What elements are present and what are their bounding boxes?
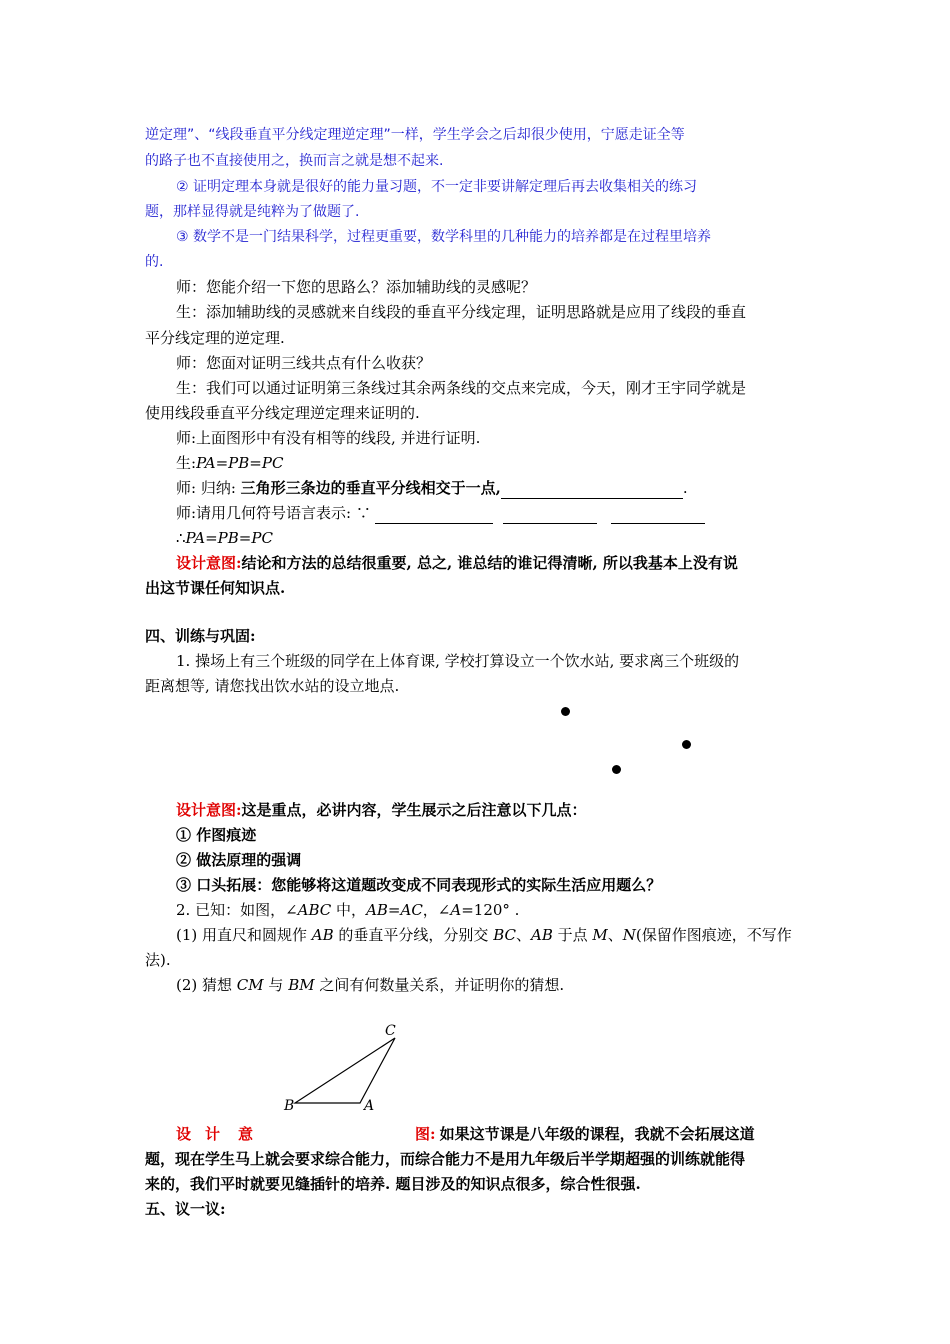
conclusion-text: 三角形三条边的垂直平分线相交于一点, <box>240 479 501 497</box>
design-label-char: 设 <box>176 1125 192 1143</box>
design-intent-1b: 出这节课任何知识点. <box>145 579 286 597</box>
text: 中， <box>331 901 367 919</box>
teacher-line-1: 师：您能介绍一下您的思路么？添加辅助线的灵感呢？ <box>176 278 537 296</box>
math-var: A <box>450 901 462 919</box>
note-line-1: 逆定理”、“线段垂直平分线定理逆定理”一样，学生学会之后却很少使用，宁愿走证全等 <box>145 127 685 143</box>
note-line-5: ③ 数学不是一门结果科学，过程更重要，数学科里的几种能力的培养都是在过程里培养 <box>176 229 711 245</box>
design-label-char: 意 <box>238 1125 254 1143</box>
text: 于点 <box>552 926 593 944</box>
design-text: 结论和方法的总结很重要, 总之, 谁总结的谁记得清晰, 所以我基本上没有说 <box>241 554 738 572</box>
note-line-3: ② 证明定理本身就是很好的能力量习题，不一定非要讲解定理后再去收集相关的练习 <box>176 179 697 195</box>
section-heading-5: 五、议一议: <box>145 1200 226 1218</box>
design-text: 这是重点，必讲内容，学生展示之后注意以下几点： <box>241 801 587 819</box>
text: 、 <box>515 926 531 944</box>
design-text: 如果这节课是八年级的课程，我就不会拓展这道 <box>439 1125 755 1143</box>
student-line-2a: 生：我们可以通过证明第三条线过其余两条线的交点来完成，今天，刚才王宇同学就是 <box>176 379 747 397</box>
design-label-char: 图: <box>415 1125 436 1143</box>
math-var: N <box>622 926 636 944</box>
teacher-line-4 <box>176 477 688 499</box>
math-var: ABC <box>297 901 332 919</box>
text: =120° . <box>461 901 520 919</box>
vertex-label-b: B <box>284 1098 295 1114</box>
vertex-label-c: C <box>385 1023 396 1039</box>
text: (保留作图痕迹，不写作 <box>635 926 792 944</box>
student-line-2b: 使用线段垂直平分线定理逆定理来证明的. <box>145 404 420 422</box>
triangle-abc <box>295 1038 395 1103</box>
text: 与 <box>263 976 289 994</box>
math-var: AB=AC <box>366 901 423 919</box>
teacher-line-2: 师：您面对证明三线共点有什么收获？ <box>176 354 432 372</box>
fill-blank[interactable] <box>503 507 597 524</box>
note-line-6: 的. <box>145 254 164 270</box>
student-line-1a: 生：添加辅助线的灵感就来自线段的垂直平分线定理，证明思路就是应用了线段的垂直 <box>176 303 747 321</box>
student-line-3 <box>176 452 283 474</box>
fill-blank[interactable] <box>501 482 683 499</box>
formula: PA=PB=PC <box>196 454 284 472</box>
design-point-3: ③ 口头拓展：您能够将这道题改变成不同表现形式的实际生活应用题么？ <box>176 876 662 894</box>
math-var: AB <box>311 926 334 944</box>
text: 、 <box>607 926 623 944</box>
question-2 <box>176 899 519 921</box>
design-intent-1a <box>176 552 738 574</box>
math-var: BM <box>288 976 315 994</box>
triangle-figure <box>280 1025 410 1124</box>
period: . <box>682 479 688 497</box>
text: 2. 已知：如图，∠ <box>176 901 298 919</box>
class-point-dot <box>682 740 691 749</box>
question-2-part-1-cont: 法). <box>145 951 171 969</box>
teacher-line-5 <box>176 502 705 524</box>
question-2-part-1 <box>176 924 792 946</box>
teacher-prefix: 师:请用几何符号语言表示: ∵ <box>176 504 371 522</box>
note-line-2: 的路子也不直接使用之，换而言之就是想不起来. <box>145 153 444 169</box>
student-line-1b: 平分线定理的逆定理. <box>145 329 285 347</box>
note-line-4: 题，那样显得就是纯粹为了做题了. <box>145 204 360 220</box>
math-var: M <box>592 926 608 944</box>
math-var: AB <box>531 926 553 944</box>
fill-blank[interactable] <box>375 507 493 524</box>
design-label: 设计意图: <box>176 554 242 572</box>
math-var: CM <box>236 976 264 994</box>
triangle-diagram <box>280 1025 410 1120</box>
design-intent-3a <box>176 1123 755 1145</box>
design-intent-3b: 题，现在学生马上就会要求综合能力，而综合能力不是用九年级后半学期超强的训练就能得 <box>145 1150 746 1168</box>
therefore-line <box>176 527 273 549</box>
teacher-prefix: 师: 归纳: <box>176 479 241 497</box>
section-heading-4: 四、训练与巩固: <box>145 627 256 645</box>
formula: PA=PB=PC <box>185 529 273 547</box>
design-point-2: ② 做法原理的强调 <box>176 851 302 869</box>
class-point-dot <box>561 707 570 716</box>
design-point-1: ① 作图痕迹 <box>176 826 257 844</box>
math-var: BC <box>493 926 516 944</box>
text: (2) 猜想 <box>176 976 237 994</box>
text: (1) 用直尺和圆规作 <box>176 926 312 944</box>
fill-blank[interactable] <box>611 507 705 524</box>
vertex-label-a: A <box>364 1098 375 1114</box>
student-prefix: 生: <box>176 454 197 472</box>
design-intent-2 <box>176 799 587 821</box>
design-label: 设计意图: <box>176 801 242 819</box>
text: 的垂直平分线，分别交 <box>333 926 494 944</box>
design-intent-3c: 来的，我们平时就要见缝插针的培养. 题目涉及的知识点很多，综合性很强. <box>145 1175 641 1193</box>
design-label-char: 计 <box>205 1125 221 1143</box>
teacher-line-3: 师:上面图形中有没有相等的线段, 并进行证明. <box>176 429 481 447</box>
text: ，∠ <box>422 901 451 919</box>
question-1b: 距离想等, 请您找出饮水站的设立地点. <box>145 677 400 695</box>
class-point-dot <box>612 765 621 774</box>
question-2-part-2 <box>176 974 564 996</box>
text: 之间有何数量关系，并证明你的猜想. <box>314 976 565 994</box>
question-1a: 1. 操场上有三个班级的同学在上体育课, 学校打算设立一个饮水站, 要求离三个班级的 <box>176 652 740 670</box>
therefore-symbol: ∴ <box>176 529 186 547</box>
